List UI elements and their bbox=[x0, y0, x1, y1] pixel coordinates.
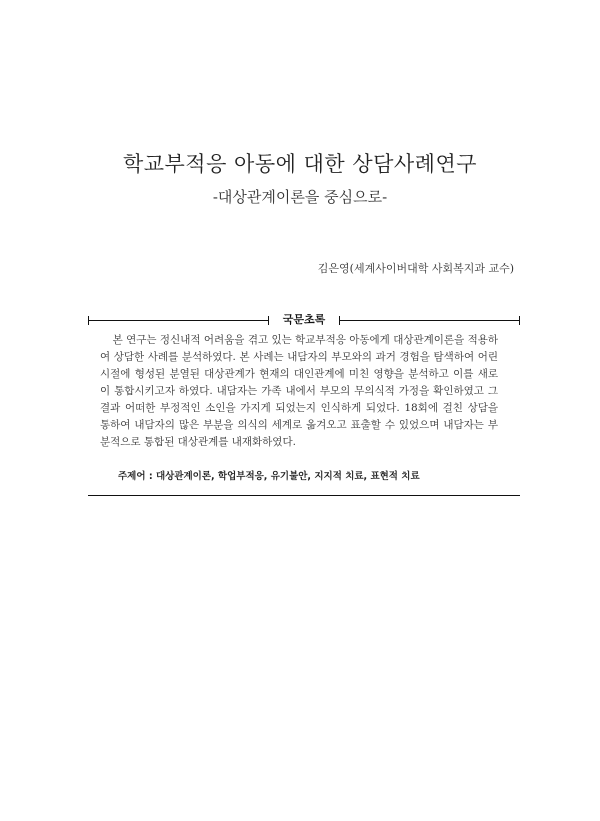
paper-subtitle: -대상관계이론을 중심으로- bbox=[212, 188, 388, 206]
abstract-heading: 국문초록 bbox=[282, 313, 326, 326]
author-affiliation: 김은영(세계사이버대학 사회복지과 교수) bbox=[317, 262, 514, 275]
paper-title: 학교부적응 아동에 대한 상담사례연구 bbox=[122, 152, 478, 176]
rule-cap-right bbox=[519, 316, 520, 325]
abstract-body bbox=[100, 332, 498, 451]
keywords-line: 주제어 : 대상관계이론, 학업부적응, 유기불안, 지지적 치료, 표현적 치료 bbox=[118, 471, 420, 482]
abstract-header-rule bbox=[88, 312, 520, 326]
abstract-bottom-rule bbox=[88, 495, 520, 496]
rule-tick-left bbox=[268, 316, 269, 325]
rule-line-left bbox=[88, 320, 268, 321]
abstract-paragraph: 본 연구는 정신내적 어려움을 겪고 있는 학교부적응 아동에게 대상관계이론을 적용하여 상담한 사례를 분석하였다. 본 사례는 내담자의 부모와의 과거 경험을 탐색하여 어린 시절에 형성된 분열된 대상관계가 현재의 대인관계에 미친 영향을 분석하고 이를 새로이 통합시키고자 하였다. 내담자는 가족 내에서 부모의 무의식적 가정을 확인하였고 그 결과 어떠한 부정적인 소인을 가지게 되었는지 인식하게 되었다. 18회에 걸친 상담을 통하여 내담자의 많은 부분을 의식의 세계로 옮겨오고 표출할 수 있었으며 내담자는 부분적으로 통합된 대상관계를 내재화하였다. bbox=[100, 334, 498, 448]
rule-line-right bbox=[340, 320, 520, 321]
